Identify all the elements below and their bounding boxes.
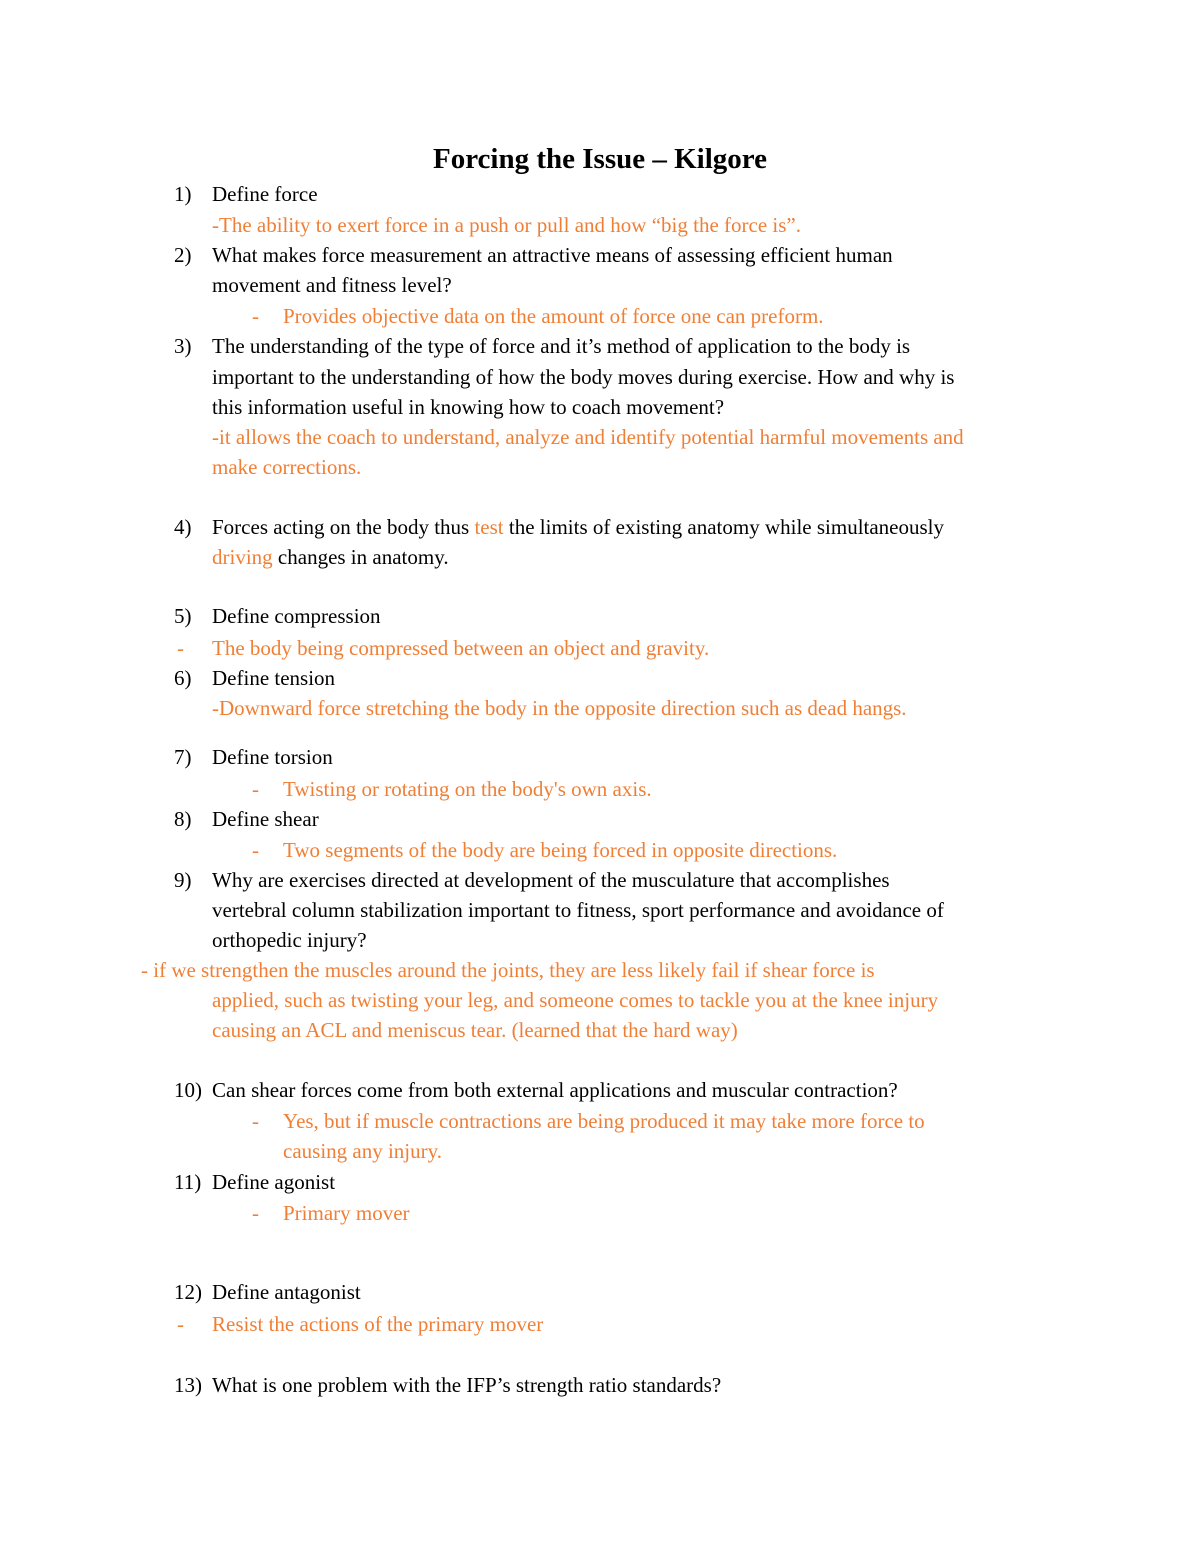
answer-dash: - — [177, 636, 184, 660]
question-text: vertebral column stabilization important to fitness, sport performance and avoidance of — [212, 898, 944, 922]
question-text: Define torsion — [212, 745, 333, 769]
answer-text: Primary mover — [283, 1201, 410, 1225]
question-text — [212, 544, 449, 570]
answer-text: -Downward force stretching the body in the opposite direction such as dead hangs. — [212, 696, 907, 720]
question-text: Define shear — [212, 807, 319, 831]
question-number: 6) — [174, 666, 192, 690]
question-number: 1) — [174, 182, 192, 206]
answer-text: applied, such as twisting your leg, and someone comes to tackle you at the knee injury — [212, 988, 939, 1012]
question-text: Why are exercises directed at development of the musculature that accomplishes — [212, 868, 890, 892]
question-text — [212, 514, 944, 540]
question-number: 8) — [174, 807, 192, 831]
answer-dash: - — [252, 777, 259, 801]
question-text-part: changes in anatomy. — [272, 545, 449, 569]
question-text: Define force — [212, 182, 318, 206]
answer-text: make corrections. — [212, 455, 362, 479]
question-text: Define compression — [212, 604, 381, 628]
question-text: Define tension — [212, 666, 336, 690]
question-text: What makes force measurement an attractive means of assessing efficient human — [212, 243, 893, 267]
question-number: 13) — [174, 1373, 202, 1397]
question-text: Define agonist — [212, 1170, 336, 1194]
question-text: The understanding of the type of force and it’s method of application to the body is — [212, 334, 911, 358]
answer-text: - if we strengthen the muscles around the joints, they are less likely fail if shear force is — [141, 958, 875, 982]
question-text: important to the understanding of how the body moves during exercise. How and why is — [212, 365, 955, 389]
answer-dash: - — [252, 1201, 259, 1225]
answer-text: -it allows the coach to understand, analyze and identify potential harmful movements and — [212, 425, 964, 449]
answer-dash: - — [177, 1312, 184, 1336]
answer-text: Provides objective data on the amount of force one can preform. — [283, 304, 824, 328]
question-number: 11) — [174, 1170, 202, 1194]
answer-text: Yes, but if muscle contractions are being produced it may take more force to — [283, 1109, 925, 1133]
question-number: 10) — [174, 1078, 202, 1102]
answer-text: causing an ACL and meniscus tear. (learned that the hard way) — [212, 1018, 738, 1042]
question-number: 5) — [174, 604, 192, 628]
question-number: 12) — [174, 1280, 202, 1304]
answer-text: Twisting or rotating on the body's own axis. — [283, 777, 652, 801]
question-text: What is one problem with the IFP’s strength ratio standards? — [212, 1373, 722, 1397]
question-number: 9) — [174, 868, 192, 892]
question-text: Can shear forces come from both external applications and muscular contraction? — [212, 1078, 898, 1102]
fill-in-answer: driving — [212, 545, 273, 569]
answer-text: causing any injury. — [283, 1139, 443, 1163]
answer-dash: - — [252, 838, 259, 862]
question-number: 3) — [174, 334, 192, 358]
question-text-part: the limits of existing anatomy while simultaneously — [503, 515, 945, 539]
answer-dash: - — [252, 1109, 259, 1133]
answer-text: Two segments of the body are being forced in opposite directions. — [283, 838, 838, 862]
question-text: Define antagonist — [212, 1280, 361, 1304]
question-text: movement and fitness level? — [212, 273, 452, 297]
question-text: this information useful in knowing how to coach movement? — [212, 395, 725, 419]
fill-in-answer: test — [474, 515, 504, 539]
answer-text: The body being compressed between an object and gravity. — [212, 636, 710, 660]
question-number: 4) — [174, 515, 192, 539]
answer-dash: - — [252, 304, 259, 328]
answer-text: -The ability to exert force in a push or pull and how “big the force is”. — [212, 213, 801, 237]
document-title: Forcing the Issue – Kilgore — [432, 143, 768, 175]
question-number: 7) — [174, 745, 192, 769]
question-number: 2) — [174, 243, 192, 267]
answer-text: Resist the actions of the primary mover — [212, 1312, 544, 1336]
question-text-part: Forces acting on the body thus — [212, 515, 475, 539]
question-text: orthopedic injury? — [212, 928, 367, 952]
